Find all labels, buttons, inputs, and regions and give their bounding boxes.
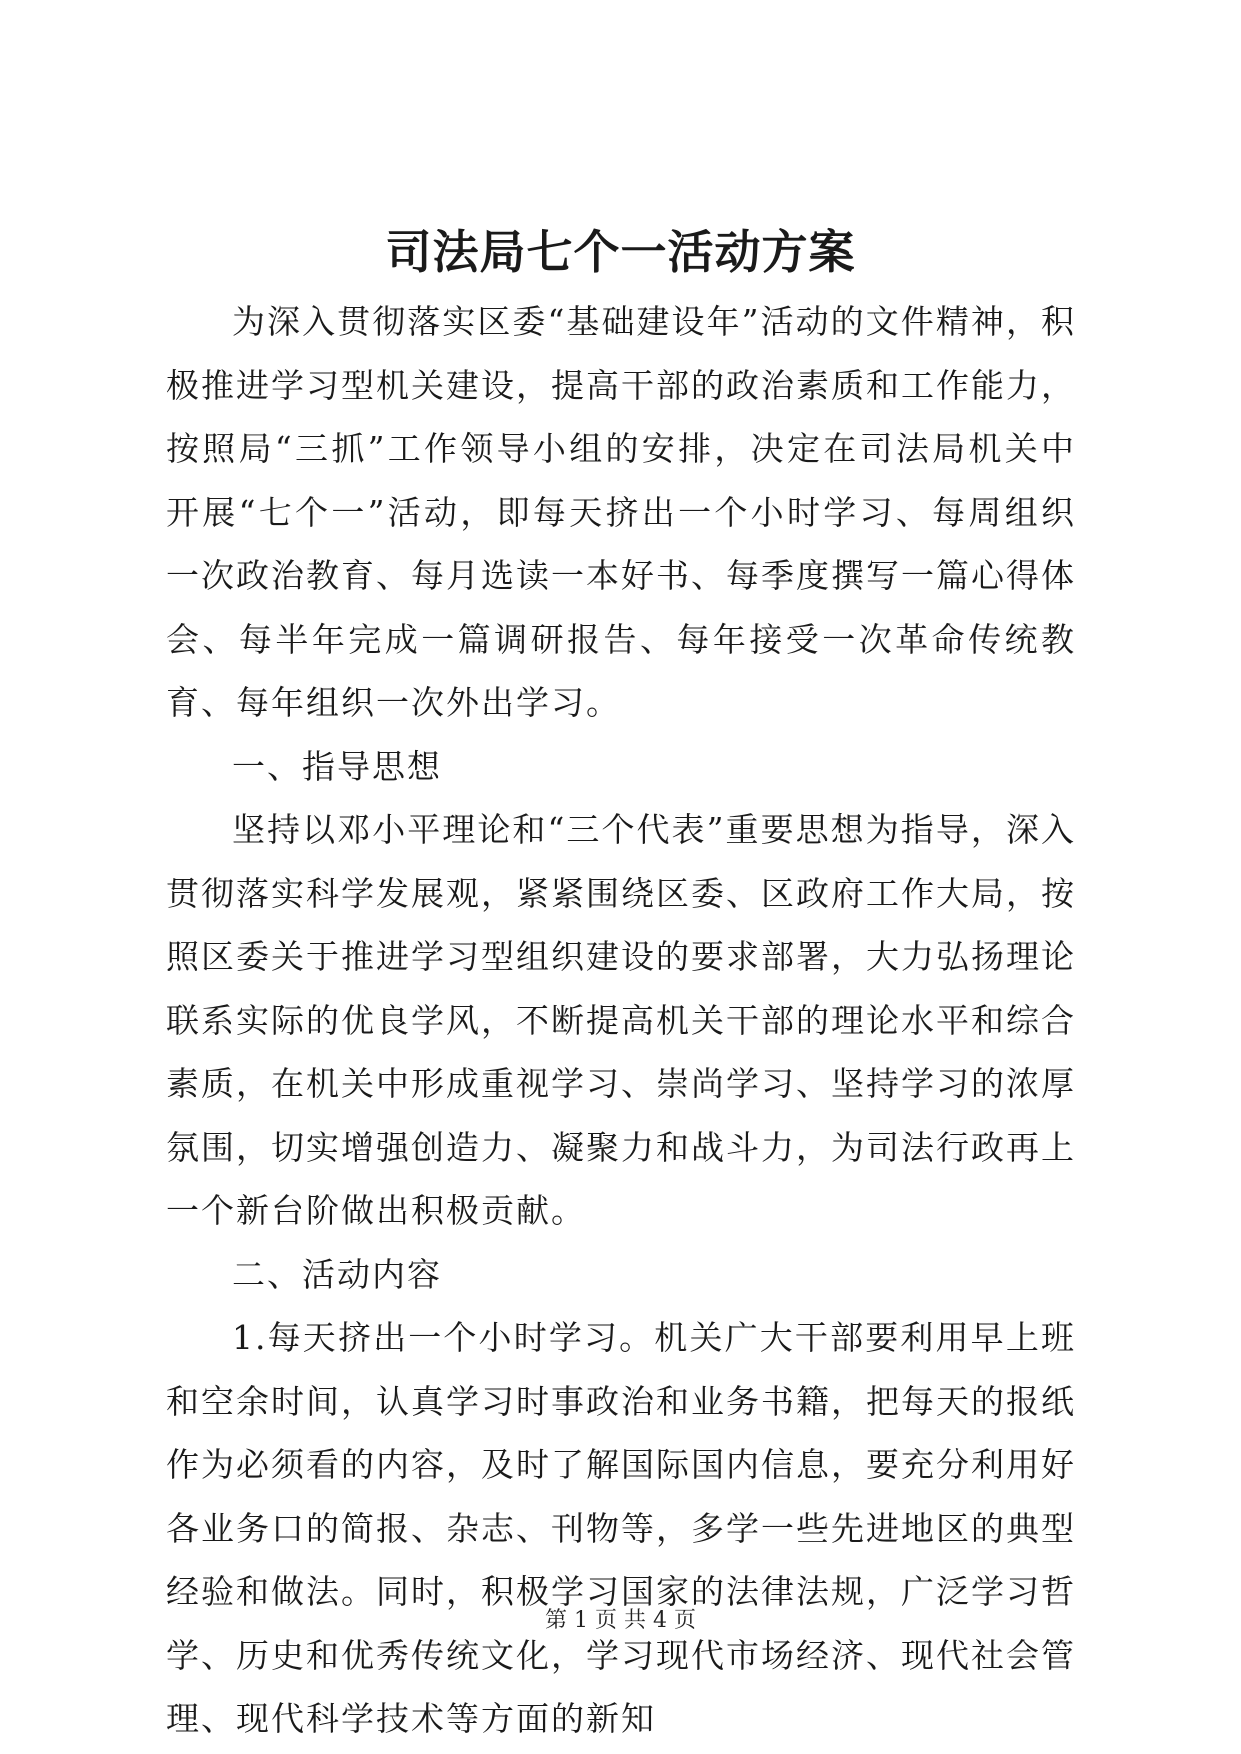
page-title: 司法局七个一活动方案	[385, 225, 856, 279]
activity-item-1-paragraph: 1.每天挤出一个小时学习。机关广大干部要利用早上班和空余时间，认真学习时事政治和业务书籍，把每天的报纸作为必须看的内容，及时了解国际国内信息，要充分利用好各业务口的简报、杂志、刊物等，多学一些先进地区的典型经验和做法。同时，积极学习国家的法律法规，广泛学习哲学、历史和优秀传统文化，学习现代市场经济、现代社会管理、现代科学技术等方面的新知	[166, 1318, 1076, 1738]
intro-paragraph: 为深入贯彻落实区委“基础建设年”活动的文件精神，积极推进学习型机关建设，提高干部的政治素质和工作能力，按照局“三抓”工作领导小组的安排，决定在司法局机关中开展“七个一”活动，即每天挤出一个小时学习、每周组织一次政治教育、每月选读一本好书、每季度撰写一篇心得体会、每半年完成一篇调研报告、每年接受一次革命传统教育、每年组织一次外出学习。	[166, 302, 1076, 722]
page-number-footer: 第 1 页 共 4 页	[545, 1608, 696, 1633]
section-heading-activity-content: 二、活动内容	[232, 1254, 442, 1294]
document-body	[166, 290, 1076, 1751]
guiding-ideology-paragraph: 坚持以邓小平理论和“三个代表”重要思想为指导，深入贯彻落实科学发展观，紧紧围绕区委、区政府工作大局，按照区委关于推进学习型组织建设的要求部署，大力弘扬理论联系实际的优良学风，不断提高机关干部的理论水平和综合素质，在机关中形成重视学习、崇尚学习、坚持学习的浓厚氛围，切实增强创造力、凝聚力和战斗力，为司法行政再上一个新台阶做出积极贡献。	[166, 810, 1076, 1230]
section-heading-guiding-ideology: 一、指导思想	[232, 746, 442, 786]
